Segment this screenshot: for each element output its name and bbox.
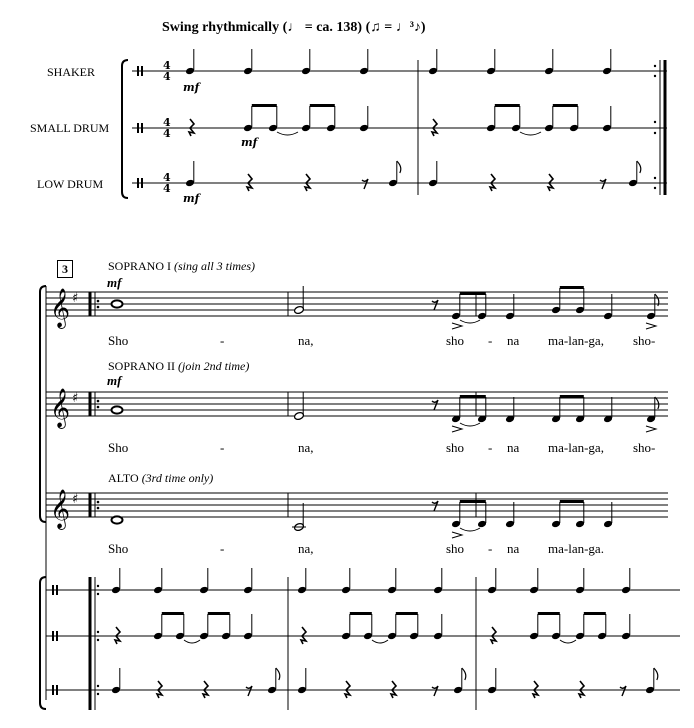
dynamic-mf: mf bbox=[241, 136, 258, 149]
dynamic-mf: mf bbox=[183, 192, 200, 205]
beam bbox=[162, 612, 184, 615]
percussion-clef bbox=[52, 631, 54, 641]
percussion-clef bbox=[137, 178, 139, 188]
vocal-bracket bbox=[40, 286, 46, 522]
repeat-dot bbox=[97, 300, 100, 303]
key-signature-sharp: ♯ bbox=[72, 492, 79, 507]
lyric: - bbox=[488, 541, 493, 556]
whole-note bbox=[112, 406, 123, 413]
lyric: Sho bbox=[108, 440, 129, 455]
note-flag bbox=[655, 397, 659, 409]
accent-mark bbox=[646, 426, 656, 432]
beam bbox=[208, 612, 230, 615]
accent-mark bbox=[452, 532, 462, 538]
key-signature-sharp: ♯ bbox=[72, 391, 79, 406]
percussion-clef bbox=[56, 631, 58, 641]
instrument-label-low-drum: LOW DRUM bbox=[37, 177, 104, 191]
tie bbox=[460, 423, 480, 426]
beam bbox=[460, 500, 486, 503]
percussion-clef bbox=[137, 123, 139, 133]
system-bracket bbox=[122, 60, 128, 198]
tie bbox=[520, 132, 541, 135]
lyric: sho bbox=[446, 440, 465, 455]
eighth-rest bbox=[362, 179, 368, 189]
time-signature: 4 bbox=[163, 171, 171, 184]
note-flag bbox=[654, 668, 658, 680]
percussion-clef bbox=[52, 585, 54, 595]
lyric: ma-lan-ga. bbox=[548, 541, 604, 556]
tie bbox=[460, 528, 480, 531]
lyric: - bbox=[488, 333, 493, 348]
eighth-rest bbox=[246, 686, 252, 696]
note-flag bbox=[462, 668, 466, 680]
beam bbox=[460, 395, 486, 398]
eighth-rest bbox=[620, 686, 626, 696]
lyric: sho- bbox=[633, 333, 656, 348]
percussion-clef bbox=[56, 685, 58, 695]
lyric: na, bbox=[298, 440, 314, 455]
lyric: ma-lan-ga, bbox=[548, 440, 604, 455]
voice-label-soprano-1: SOPRANO I (sing all 3 times) bbox=[108, 259, 256, 273]
tie bbox=[560, 640, 576, 643]
instrument-label-shaker: SHAKER bbox=[47, 65, 96, 79]
beam bbox=[396, 612, 418, 615]
repeat-dot bbox=[97, 685, 99, 687]
repeat-dot bbox=[654, 187, 656, 189]
repeat-dot bbox=[97, 585, 99, 587]
repeat-dot bbox=[97, 501, 100, 504]
beam bbox=[584, 612, 606, 615]
lyric: sho bbox=[446, 333, 465, 348]
accent-mark bbox=[452, 426, 462, 432]
percussion-clef bbox=[52, 685, 54, 695]
lyric: na bbox=[507, 440, 520, 455]
beam bbox=[560, 286, 584, 289]
tie bbox=[277, 132, 298, 135]
repeat-dot bbox=[97, 507, 100, 510]
note-flag bbox=[397, 161, 401, 173]
beam bbox=[350, 612, 372, 615]
note-flag bbox=[637, 161, 641, 173]
time-signature: 4 bbox=[163, 182, 171, 195]
tempo-marking: Swing rhythmically (♩ = ca. 138) (♫ = ♩³♪) bbox=[162, 20, 426, 35]
percussion-clef bbox=[141, 66, 143, 76]
lyric: - bbox=[220, 333, 225, 348]
dynamic-mf: mf bbox=[183, 81, 200, 94]
percussion-clef bbox=[137, 66, 139, 76]
lyric: sho bbox=[446, 541, 465, 556]
voice-label-alto: ALTO (3rd time only) bbox=[108, 471, 214, 485]
tie bbox=[184, 640, 200, 643]
lyric: na, bbox=[298, 333, 314, 348]
eighth-rest bbox=[600, 179, 606, 189]
repeat-dot bbox=[97, 406, 100, 409]
lyric: ma-lan-ga, bbox=[548, 333, 604, 348]
tie bbox=[460, 320, 480, 323]
eighth-rest bbox=[432, 300, 438, 310]
key-signature-sharp: ♯ bbox=[72, 291, 79, 306]
whole-note bbox=[112, 300, 123, 307]
repeat-dot bbox=[654, 75, 656, 77]
repeat-dot bbox=[654, 132, 656, 134]
percussion-clef bbox=[56, 585, 58, 595]
treble-clef-icon: 𝄞 bbox=[50, 388, 71, 428]
repeat-dot bbox=[654, 177, 656, 179]
lyric: - bbox=[488, 440, 493, 455]
time-signature: 4 bbox=[163, 127, 171, 140]
lyric: sho- bbox=[633, 440, 656, 455]
lyric: na bbox=[507, 541, 520, 556]
time-signature: 4 bbox=[163, 116, 171, 129]
lyric: - bbox=[220, 541, 225, 556]
treble-clef-icon: 𝄞 bbox=[50, 489, 71, 529]
time-signature: 4 bbox=[163, 70, 171, 83]
accent-mark bbox=[646, 323, 656, 329]
repeat-dot bbox=[97, 306, 100, 309]
time-signature: 4 bbox=[163, 59, 171, 72]
eighth-rest bbox=[432, 686, 438, 696]
percussion-clef bbox=[141, 178, 143, 188]
beam bbox=[538, 612, 560, 615]
repeat-dot bbox=[654, 121, 656, 123]
beam bbox=[560, 395, 584, 398]
lyric: Sho bbox=[108, 541, 129, 556]
repeat-dot bbox=[97, 693, 99, 695]
lyric: na, bbox=[298, 541, 314, 556]
instrument-label-small-drum: SMALL DRUM bbox=[30, 121, 110, 135]
beam bbox=[560, 500, 584, 503]
beam bbox=[553, 104, 578, 107]
repeat-dot bbox=[97, 593, 99, 595]
note-flag bbox=[276, 668, 280, 680]
beam bbox=[460, 292, 486, 295]
dynamic-soprano-2: mf bbox=[107, 373, 122, 388]
eighth-rest bbox=[432, 400, 438, 410]
dynamic-soprano-1: mf bbox=[107, 275, 122, 290]
tie bbox=[372, 640, 388, 643]
percussion-clef bbox=[141, 123, 143, 133]
treble-clef-icon: 𝄞 bbox=[50, 288, 71, 328]
repeat-dot bbox=[97, 631, 99, 633]
lyric: - bbox=[220, 440, 225, 455]
beam bbox=[252, 104, 277, 107]
lyric: Sho bbox=[108, 333, 129, 348]
lyric: na bbox=[507, 333, 520, 348]
beam bbox=[310, 104, 335, 107]
voice-label-soprano-2: SOPRANO II (join 2nd time) bbox=[108, 359, 250, 373]
eighth-rest bbox=[432, 501, 438, 511]
rehearsal-mark: 3 bbox=[57, 260, 73, 278]
repeat-dot bbox=[654, 65, 656, 67]
beam bbox=[495, 104, 520, 107]
repeat-dot bbox=[97, 639, 99, 641]
whole-note bbox=[112, 516, 123, 523]
repeat-dot bbox=[97, 400, 100, 403]
accent-mark bbox=[452, 323, 462, 329]
percussion-bracket bbox=[40, 577, 46, 709]
